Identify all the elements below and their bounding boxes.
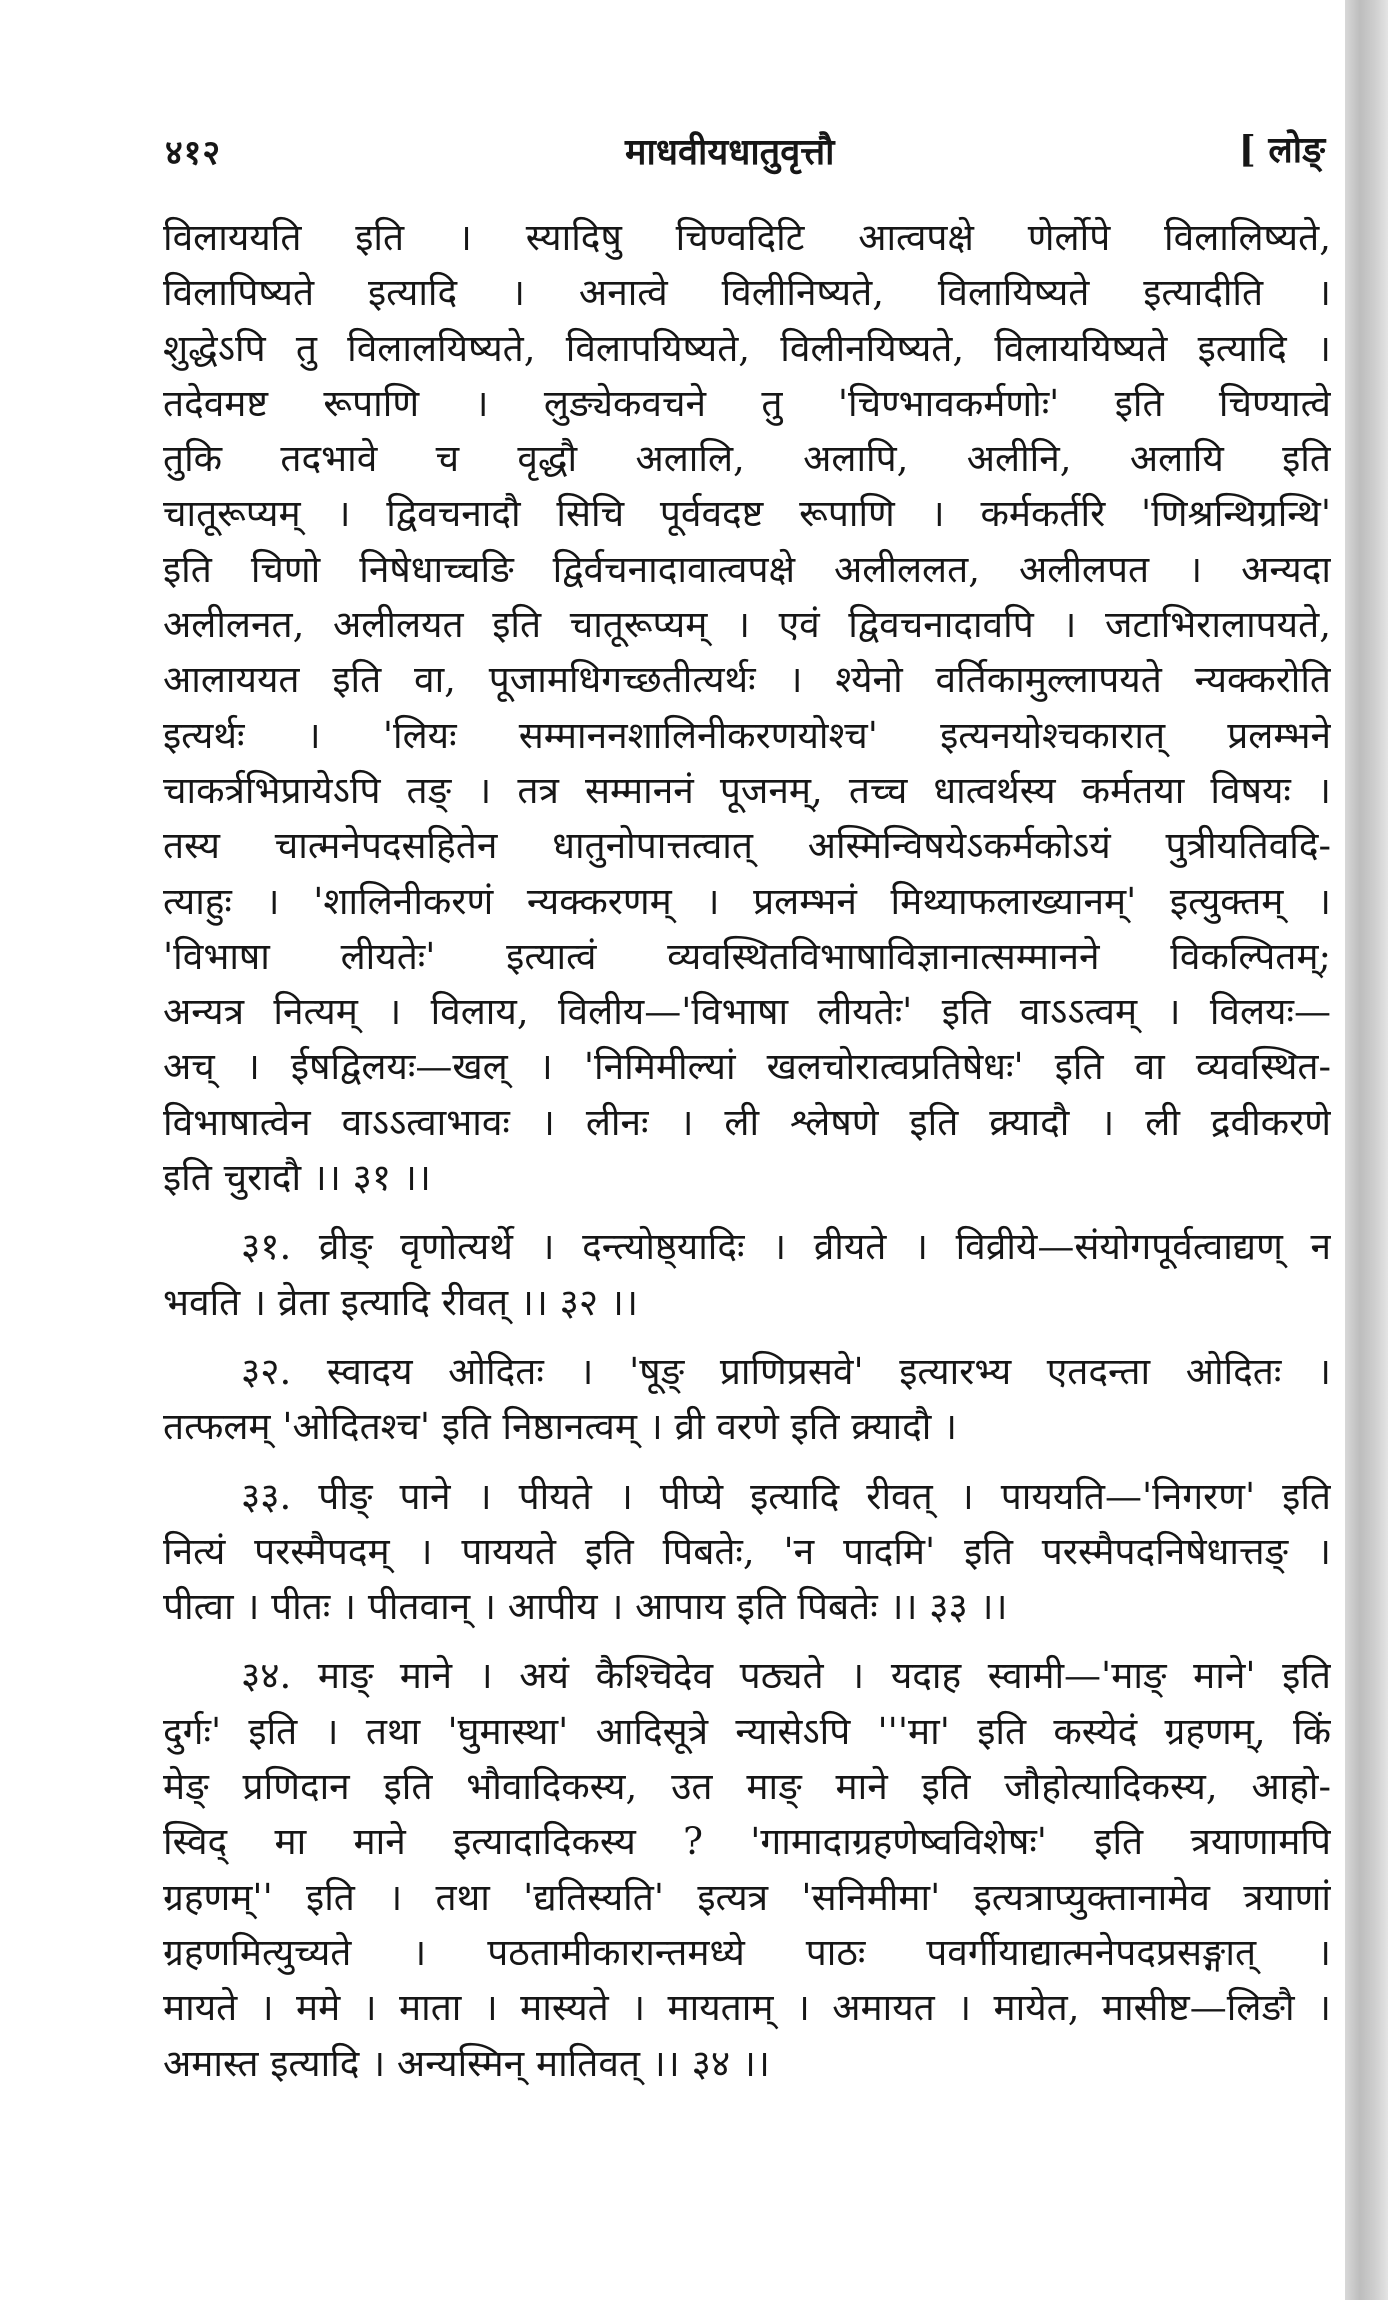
text-line: इत्यर्थः । 'लियः सम्माननशालिनीकरणयोश्च' इत्यनयोश्चकारात् प्रलम्भने [163, 713, 1331, 757]
text-line: विलाययति इति । स्यादिषु चिण्वदिटि आत्वपक्षे णेर्लोपे विलालिष्यते, [163, 216, 1331, 259]
text-line: तत्फलम् 'ओदितश्च' इति निष्ठानत्वम् । व्री वरणे इति क्र्यादौ । [163, 1405, 958, 1449]
text-line: नित्यं परस्मैपदम् । पाययते इति पिबतेः, 'न पादमि' इति परस्मैपदनिषेधात्तङ् । [163, 1529, 1331, 1573]
text-line: ग्रहणम्'' इति । तथा 'द्यतिस्यति' इत्यत्र 'सनिमीमा' इत्यत्राप्युक्तानामेव त्रयाणां [163, 1875, 1331, 1919]
text-line: दुर्गः' इति । तथा 'घुमास्था' आदिसूत्रे न्यासेऽपि '''मा' इति कस्येदं ग्रहणम्, किं [163, 1709, 1331, 1753]
text-line: इति चिणो निषेधाच्चङि द्विर्वचनादावात्वपक्षे अलीललत, अलीलपत । अन्यदा [163, 547, 1331, 591]
text-line: अच् । ईषद्विलयः—खल् । 'निमिमील्यां खलचोरात्वप्रतिषेधः' इति वा व्यवस्थित- [163, 1045, 1331, 1089]
paragraph-gap [163, 1634, 1331, 1648]
text-line: ३१. व्रीङ् वृणोत्यर्थे । दन्त्योष्ठ्यादिः । व्रीयते । विव्रीये—संयोगपूर्वत्वाद्यण् न [241, 1225, 1331, 1269]
text-line: मेङ् प्रणिदान इति भौवादिकस्य, उत माङ् माने इति जौहोत्यादिकस्य, आहो- [163, 1765, 1331, 1809]
text-line: ३२. स्वादय ओदितः । 'षूङ् प्राणिप्रसवे' इत्यारभ्य एतदन्ता ओदितः । [241, 1349, 1331, 1393]
text-line: चातूरूप्यम् । द्विवचनादौ सिचि पूर्ववदष्ट रूपाणि । कर्मकर्तरि 'णिश्रन्थिग्रन्थि' [163, 492, 1331, 536]
text-line: शुद्धेऽपि तु विलालयिष्यते, विलापयिष्यते, विलीनयिष्यते, विलाययिष्यते इत्यादि । [163, 326, 1331, 370]
text-line: चाकर्त्रभिप्रायेऽपि तङ् । तत्र सम्माननं पूजनम्, तच्च धात्वर्थस्य कर्मतया विषयः । [163, 768, 1331, 812]
text-line: अन्यत्र नित्यम् । विलाय, विलीय—'विभाषा लीयतेः' इति वाऽऽत्वम् । विलयः— [163, 990, 1331, 1034]
text-line: तुकि तदभावे च वृद्धौ अलालि, अलापि, अलीनि, अलायि इति [163, 437, 1331, 481]
paragraph-gap [163, 1455, 1331, 1469]
paragraph [163, 1219, 1331, 1330]
paragraph-gap [163, 1330, 1331, 1344]
paragraph [163, 1344, 1331, 1455]
book-page-edge [1345, 0, 1388, 2300]
body-text [163, 210, 1331, 2091]
page-number: ४१२ [165, 133, 222, 173]
text-line: विलापिष्यते इत्यादि । अनात्वे विलीनिष्यते, विलायिष्यते इत्यादीति । [163, 271, 1331, 315]
text-line: ग्रहणमित्युच्यते । पठतामीकारान्तमध्ये पाठः पवर्गीयाद्यात्मनेपदप्रसङ्गात् । [163, 1930, 1331, 1974]
section-marker: [ लोङ् [1238, 129, 1325, 171]
text-line: अमास्त इत्यादि । अन्यस्मिन् मातिवत् ।। ३४ ।। [163, 2041, 770, 2085]
paragraph [163, 210, 1331, 1205]
text-line: मायते । ममे । माता । मास्यते । मायताम् । अमायत । मायेत, मासीष्ट—लिङौ । [163, 1986, 1331, 2030]
text-line: इति चुरादौ ।। ३१ ।। [163, 1156, 431, 1200]
text-line: अलीलनत, अलीलयत इति चातूरूप्यम् । एवं द्विवचनादावपि । जटाभिरालापयते, [163, 603, 1331, 647]
text-line: तदेवमष्ट रूपाणि । लुङ्येकवचने तु 'चिण्भावकर्मणोः' इति चिण्यात्वे [163, 381, 1331, 425]
paragraph [163, 1648, 1331, 2090]
text-line: 'विभाषा लीयतेः' इत्यात्वं व्यवस्थितविभाषाविज्ञानात्सम्मानने विकल्पितम्; [163, 934, 1331, 978]
text-line: त्याहुः । 'शालिनीकरणं न्यक्करणम् । प्रलम्भनं मिथ्याफलाख्यानम्' इत्युक्तम् । [163, 879, 1331, 923]
text-line: आलाययत इति वा, पूजामधिगच्छतीत्यर्थः । श्येनो वर्तिकामुल्लापयते न्यक्करोति [163, 658, 1331, 702]
text-line: ३३. पीङ् पाने । पीयते । पीप्ये इत्यादि रीवत् । पाययति—'निगरण' इति [241, 1474, 1331, 1518]
text-line: विभाषात्वेन वाऽऽत्वाभावः । लीनः । ली श्लेषणे इति क्र्यादौ । ली द्रवीकरणे [163, 1100, 1331, 1144]
paragraph [163, 1469, 1331, 1635]
running-header [165, 120, 1325, 180]
text-line: पीत्वा । पीतः । पीतवान् । आपीय । आपाय इति पिबतेः ।। ३३ ।। [163, 1585, 1008, 1629]
text-line: ३४. माङ् माने । अयं कैश्चिदेव पठ्यते । यदाह स्वामी—'माङ् माने' इति [241, 1654, 1331, 1698]
text-line: स्विद् मा माने इत्यादादिकस्य ? 'गामादाग्रहणेष्वविशेषः' इति त्रयाणामपि [163, 1820, 1331, 1864]
paragraph-gap [163, 1205, 1331, 1219]
text-line: तस्य चात्मनेपदसहितेन धातुनोपात्तत्वात् अस्मिन्विषयेऽकर्मकोऽयं पुत्रीयतिवदि- [163, 824, 1331, 868]
text-line: भवति । व्रेता इत्यादि रीवत् ।। ३२ ।। [163, 1280, 638, 1324]
running-title: माधवीयधातुवृत्तौ [625, 131, 835, 173]
